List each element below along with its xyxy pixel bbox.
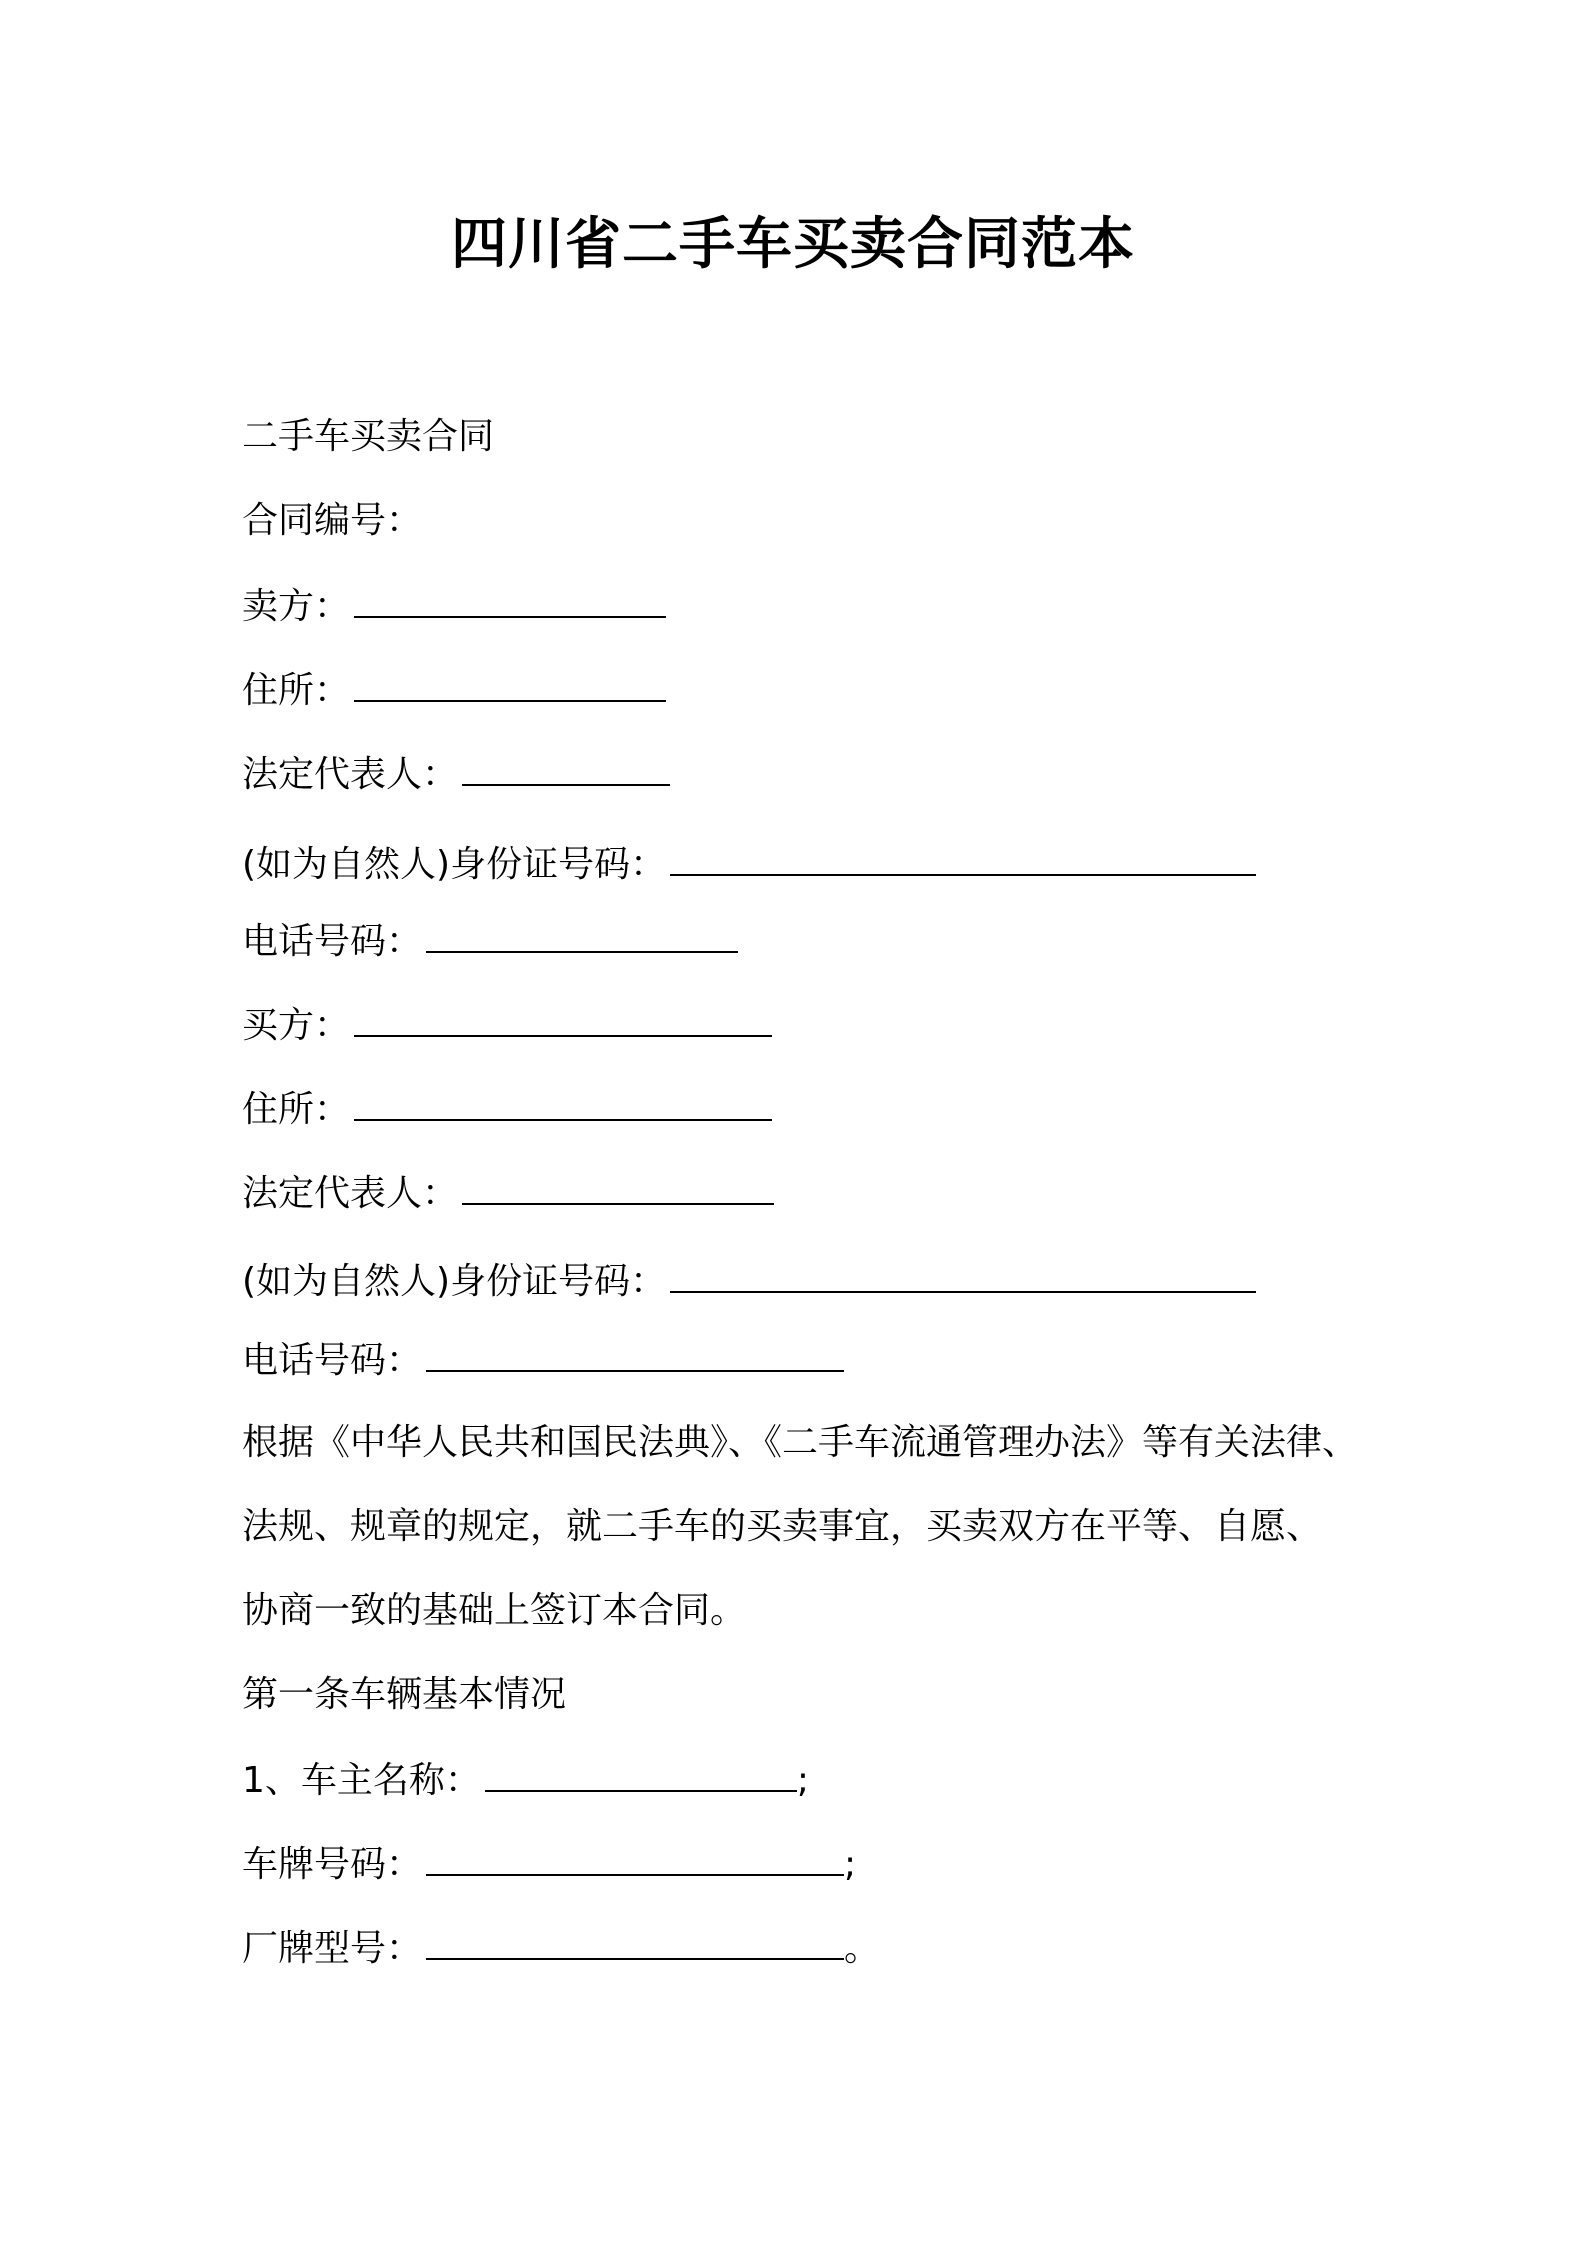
seller-label: 卖方： — [242, 586, 351, 627]
model-row — [242, 1922, 880, 1974]
seller-blank[interactable] — [354, 580, 666, 618]
buyer-legal-rep-label: 法定代表人： — [242, 1173, 459, 1214]
seller-legal-rep-row — [242, 748, 670, 800]
preamble-text-3: 协商一致的基础上签订本合同。 — [242, 1590, 747, 1631]
contract-heading — [242, 412, 494, 462]
owner-name-row — [242, 1754, 809, 1806]
buyer-phone-row — [242, 1334, 844, 1386]
contract-heading-text: 二手车买卖合同 — [242, 416, 495, 457]
buyer-address-blank[interactable] — [354, 1083, 772, 1121]
contract-number-row — [242, 496, 422, 546]
seller-legal-rep-label: 法定代表人： — [242, 754, 459, 795]
buyer-row — [242, 999, 772, 1051]
seller-id-blank[interactable] — [670, 838, 1256, 876]
plate-number-blank[interactable] — [426, 1838, 844, 1876]
contract-number-label: 合同编号： — [242, 500, 423, 541]
seller-id-label: (如为自然人)身份证号码： — [242, 844, 667, 885]
article-1-heading — [242, 1670, 566, 1720]
seller-legal-rep-blank[interactable] — [462, 748, 670, 786]
seller-id-row — [242, 838, 1256, 890]
buyer-label: 买方： — [242, 1005, 351, 1046]
buyer-id-blank[interactable] — [670, 1255, 1256, 1293]
buyer-legal-rep-blank[interactable] — [462, 1167, 774, 1205]
buyer-phone-label: 电话号码： — [242, 1340, 423, 1381]
buyer-phone-blank[interactable] — [426, 1334, 844, 1372]
seller-address-label: 住所： — [242, 670, 351, 711]
seller-phone-row — [242, 915, 738, 967]
article-1-heading-text: 第一条车辆基本情况 — [242, 1674, 567, 1715]
seller-address-row — [242, 664, 666, 716]
seller-phone-label: 电话号码： — [242, 921, 423, 962]
buyer-id-row — [242, 1255, 1256, 1307]
buyer-blank[interactable] — [354, 999, 772, 1037]
preamble-line-2 — [242, 1502, 1322, 1552]
model-suffix: 。 — [844, 1928, 881, 1969]
owner-name-label: 1、车主名称： — [242, 1760, 481, 1801]
plate-number-row — [242, 1838, 856, 1890]
plate-number-suffix: ; — [844, 1844, 857, 1885]
buyer-address-label: 住所： — [242, 1089, 351, 1130]
model-label: 厂牌型号： — [242, 1928, 423, 1969]
seller-phone-blank[interactable] — [426, 915, 738, 953]
model-blank[interactable] — [426, 1922, 844, 1960]
preamble-line-1 — [242, 1418, 1358, 1468]
preamble-line-3 — [242, 1586, 746, 1636]
plate-number-label: 车牌号码： — [242, 1844, 423, 1885]
preamble-text-2: 法规、规章的规定，就二手车的买卖事宜，买卖双方在平等、自愿、 — [242, 1506, 1323, 1547]
seller-address-blank[interactable] — [354, 664, 666, 702]
buyer-id-label: (如为自然人)身份证号码： — [242, 1261, 667, 1302]
owner-name-suffix: ; — [796, 1760, 810, 1801]
seller-row — [242, 580, 666, 632]
buyer-legal-rep-row — [242, 1167, 774, 1219]
document-title: 四川省二手车买卖合同范本 — [451, 212, 1135, 277]
buyer-address-row — [242, 1083, 772, 1135]
owner-name-blank[interactable] — [485, 1754, 797, 1792]
preamble-text-1: 根据《中华人民共和国民法典》、《二手车流通管理办法》等有关法律、 — [242, 1422, 1359, 1463]
